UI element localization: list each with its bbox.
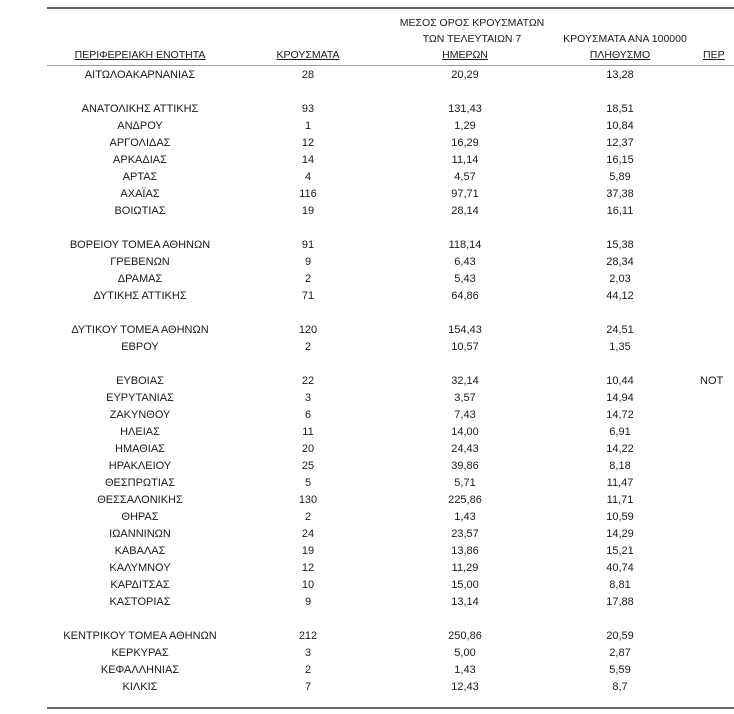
cell-cases: 71 (301, 290, 315, 302)
table-row (0, 560, 734, 577)
cell-cases: 20 (301, 443, 315, 455)
cell-per: 2,03 (609, 273, 631, 285)
cell-cases: 5 (304, 477, 312, 489)
cell-avg: 11,29 (451, 562, 479, 574)
cell-region: ΗΜΑΘΙΑΣ (115, 443, 165, 455)
header-separator (47, 65, 734, 66)
cell-region: ΚΑΡΔΙΤΣΑΣ (110, 579, 170, 591)
header-per-line1: ΚΡΟΥΣΜΑΤΑ ΑΝΑ 100000 (563, 33, 687, 45)
cell-avg: 1,43 (454, 664, 476, 676)
cell-cases: 24 (301, 528, 315, 540)
table-row (0, 203, 734, 220)
cell-per: 2,87 (609, 647, 631, 659)
cell-cases: 12 (301, 562, 315, 574)
table-row (0, 390, 734, 407)
cell-avg: 15,00 (451, 579, 479, 591)
cell-avg: 13,14 (451, 596, 479, 608)
cell-region: ΕΥΒΟΙΑΣ (116, 375, 164, 387)
cell-region: ΔΥΤΙΚΗΣ ΑΤΤΙΚΗΣ (93, 290, 187, 302)
cell-region: ΔΡΑΜΑΣ (117, 273, 163, 285)
cell-cases: 130 (298, 494, 318, 506)
cell-per: 15,21 (606, 545, 634, 557)
table-row (0, 407, 734, 424)
cell-per: 5,89 (609, 171, 631, 183)
table-row (0, 322, 734, 339)
cell-avg: 23,57 (451, 528, 479, 540)
cell-cases: 91 (301, 239, 315, 251)
cell-cases: 12 (301, 137, 315, 149)
table-row (0, 492, 734, 509)
cell-region: ΚΑΛΥΜΝΟΥ (109, 562, 171, 574)
cell-region: ΕΒΡΟΥ (121, 341, 159, 353)
cell-cases: 4 (304, 171, 312, 183)
cell-region: ΑΙΤΩΛΟΑΚΑΡΝΑΝΙΑΣ (84, 69, 196, 81)
cell-per: 1,35 (609, 341, 631, 353)
cell-avg: 1,29 (454, 120, 476, 132)
table-row (0, 271, 734, 288)
cell-cases: 19 (301, 205, 315, 217)
cell-extra: ΝΟΤ (700, 375, 724, 387)
cell-avg: 1,43 (454, 511, 476, 523)
cell-per: 16,15 (606, 154, 634, 166)
cell-avg: 16,29 (451, 137, 479, 149)
table-row (0, 237, 734, 254)
table-row (0, 118, 734, 135)
cell-region: ΘΕΣΣΑΛΟΝΙΚΗΣ (97, 494, 183, 506)
cell-avg: 10,57 (451, 341, 479, 353)
cell-region: ΑΡΚΑΔΙΑΣ (113, 154, 167, 166)
cell-region: ΚΑΣΤΟΡΙΑΣ (109, 596, 171, 608)
header-avg-line2: ΤΩΝ ΤΕΛΕΥΤΑΙΩΝ 7 (422, 33, 522, 45)
table-row (0, 288, 734, 305)
table-row (0, 152, 734, 169)
cell-avg: 13,86 (451, 545, 479, 557)
cell-region: ΚΕΡΚΥΡΑΣ (111, 647, 169, 659)
cell-avg: 97,71 (451, 188, 479, 200)
cell-per: 5,59 (609, 664, 631, 676)
cell-avg: 118,14 (448, 239, 482, 251)
cell-avg: 32,14 (451, 375, 479, 387)
header-avg-line3: ΗΜΕΡΩΝ (442, 49, 488, 61)
cell-cases: 2 (304, 273, 312, 285)
cell-region: ΖΑΚΥΝΘΟΥ (109, 409, 171, 421)
table-row (0, 373, 734, 390)
cell-avg: 131,43 (448, 103, 482, 115)
cell-cases: 6 (304, 409, 312, 421)
table-row (0, 645, 734, 662)
cell-cases: 93 (301, 103, 315, 115)
cell-cases: 3 (304, 647, 312, 659)
cell-cases: 7 (304, 681, 312, 693)
cell-per: 16,11 (606, 205, 634, 217)
cell-avg: 39,86 (451, 460, 479, 472)
header-avg-line1: ΜΕΣΟΣ ΟΡΟΣ ΚΡΟΥΣΜΑΤΩΝ (399, 17, 545, 29)
cell-region: ΗΡΑΚΛΕΙΟΥ (108, 460, 172, 472)
cell-per: 10,84 (606, 120, 634, 132)
cell-per: 14,29 (606, 528, 634, 540)
cell-avg: 250,86 (448, 630, 482, 642)
cell-region: ΒΟΡΕΙΟΥ ΤΟΜΕΑ ΑΘΗΝΩΝ (69, 239, 211, 251)
cell-per: 8,81 (609, 579, 631, 591)
table-row (0, 441, 734, 458)
cell-avg: 5,71 (454, 477, 476, 489)
table-row (0, 254, 734, 271)
cell-avg: 6,43 (454, 256, 476, 268)
cell-cases: 28 (301, 69, 315, 81)
header-cases: ΚΡΟΥΣΜΑΤΑ (276, 49, 340, 61)
table-row (0, 628, 734, 645)
table-top-rule (47, 7, 734, 9)
table-row (0, 543, 734, 560)
cell-region: ΑΝΔΡΟΥ (117, 120, 163, 132)
cell-avg: 3,57 (454, 392, 476, 404)
cell-region: ΕΥΡΥΤΑΝΙΑΣ (106, 392, 174, 404)
table-row (0, 577, 734, 594)
cell-per: 37,38 (606, 188, 634, 200)
cell-cases: 9 (304, 256, 312, 268)
cell-per: 6,91 (609, 426, 631, 438)
cell-per: 24,51 (606, 324, 634, 336)
header-per-line2: ΠΛΗΘΥΣΜΟ (589, 49, 651, 61)
cell-cases: 120 (298, 324, 318, 336)
cell-region: ΚΕΦΑΛΛΗΝΙΑΣ (100, 664, 180, 676)
cell-cases: 9 (304, 596, 312, 608)
cell-per: 40,74 (606, 562, 634, 574)
cell-cases: 2 (304, 664, 312, 676)
cell-per: 17,88 (606, 596, 634, 608)
table-row (0, 101, 734, 118)
cell-avg: 11,14 (451, 154, 479, 166)
cell-region: ΚΙΛΚΙΣ (122, 681, 158, 693)
table-row (0, 424, 734, 441)
cell-region: ΑΡΓΟΛΙΔΑΣ (109, 137, 171, 149)
cell-per: 10,59 (606, 511, 634, 523)
cell-avg: 64,86 (451, 290, 479, 302)
cell-per: 11,71 (606, 494, 634, 506)
table-row (0, 475, 734, 492)
table-row (0, 679, 734, 696)
cell-cases: 22 (301, 375, 315, 387)
cell-cases: 116 (299, 188, 317, 200)
cell-region: ΑΡΤΑΣ (122, 171, 158, 183)
cell-cases: 212 (298, 630, 318, 642)
cell-per: 8,18 (609, 460, 631, 472)
table-row (0, 135, 734, 152)
cell-cases: 1 (304, 120, 312, 132)
table-row (0, 594, 734, 611)
cell-region: ΗΛΕΙΑΣ (120, 426, 160, 438)
cell-region: ΘΕΣΠΡΩΤΙΑΣ (104, 477, 176, 489)
cell-cases: 25 (301, 460, 315, 472)
cell-region: ΚΕΝΤΡΙΚΟΥ ΤΟΜΕΑ ΑΘΗΝΩΝ (63, 630, 217, 642)
cell-per: 14,22 (606, 443, 634, 455)
cell-region: ΓΡΕΒΕΝΩΝ (110, 256, 170, 268)
cell-cases: 11 (302, 426, 314, 438)
cell-avg: 5,00 (454, 647, 476, 659)
cell-region: ΑΧΑΪΑΣ (120, 188, 160, 200)
cell-per: 28,34 (606, 256, 634, 268)
table-row (0, 662, 734, 679)
cell-region: ΑΝΑΤΟΛΙΚΗΣ ΑΤΤΙΚΗΣ (81, 103, 199, 115)
header-extra: ΠΕΡ (703, 49, 725, 61)
table-row (0, 458, 734, 475)
cell-avg: 14,00 (451, 426, 479, 438)
cell-cases: 19 (301, 545, 315, 557)
cell-cases: 3 (304, 392, 312, 404)
cell-per: 11,47 (606, 477, 634, 489)
cell-avg: 7,43 (454, 409, 476, 421)
table-row (0, 526, 734, 543)
table-row (0, 169, 734, 186)
cell-per: 20,59 (606, 630, 634, 642)
cell-per: 12,37 (606, 137, 634, 149)
cell-region: ΒΟΙΩΤΙΑΣ (114, 205, 166, 217)
cell-per: 14,94 (606, 392, 634, 404)
cell-avg: 28,14 (451, 205, 479, 217)
table-row (0, 509, 734, 526)
cell-avg: 4,57 (454, 171, 476, 183)
cell-avg: 5,43 (454, 273, 476, 285)
cell-cases: 2 (304, 511, 312, 523)
cell-per: 44,12 (606, 290, 634, 302)
table-row (0, 67, 734, 84)
cell-per: 10,44 (606, 375, 634, 387)
cell-region: ΚΑΒΑΛΑΣ (114, 545, 166, 557)
cell-per: 14,72 (606, 409, 634, 421)
cell-region: ΙΩΑΝΝΙΝΩΝ (109, 528, 171, 540)
cell-region: ΘΗΡΑΣ (121, 511, 159, 523)
cell-avg: 225,86 (448, 494, 482, 506)
cell-avg: 12,43 (451, 681, 479, 693)
cell-per: 8,7 (612, 681, 628, 693)
header-region: ΠΕΡΙΦΕΡΕΙΑΚΗ ΕΝΟΤΗΤΑ (74, 49, 206, 61)
cell-cases: 14 (301, 154, 315, 166)
cell-avg: 154,43 (448, 324, 482, 336)
table-row (0, 186, 734, 203)
cell-per: 18,51 (606, 103, 634, 115)
table-row (0, 339, 734, 356)
table-bottom-rule (47, 707, 734, 709)
cell-cases: 10 (301, 579, 315, 591)
cell-cases: 2 (304, 341, 312, 353)
cell-avg: 20,29 (451, 69, 479, 81)
cell-region: ΔΥΤΙΚΟΥ ΤΟΜΕΑ ΑΘΗΝΩΝ (71, 324, 209, 336)
cell-avg: 24,43 (451, 443, 479, 455)
cell-per: 15,38 (606, 239, 634, 251)
cell-per: 13,28 (606, 69, 634, 81)
